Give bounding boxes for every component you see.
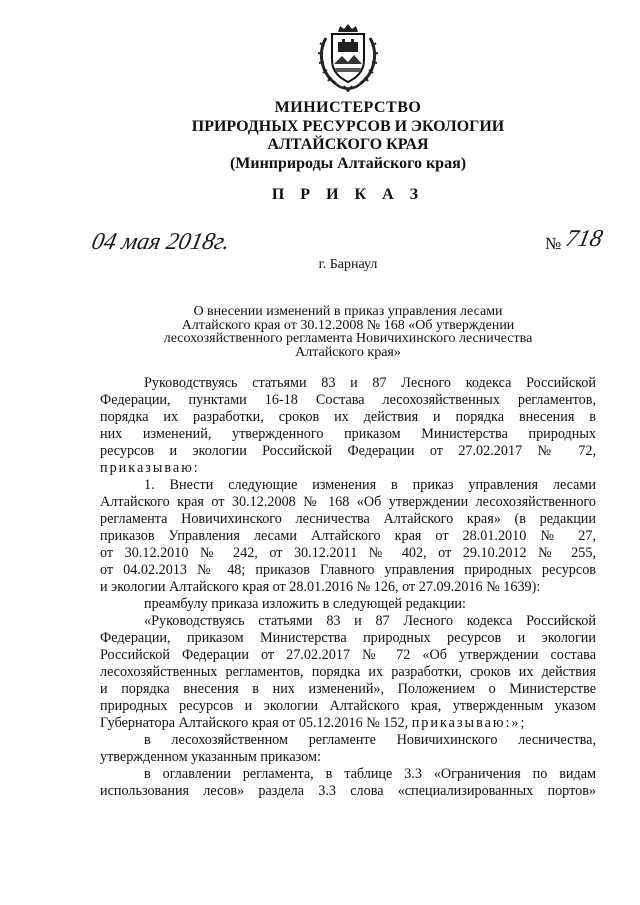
order-subject [150,305,546,359]
order-verb: приказываю: [100,460,200,476]
body-line: них изменений, утвержденного приказом Министерства природных [100,426,596,442]
body-line: Федерации, пунктами 16-18 Состава лесохозяйственных регламентов, [100,392,596,408]
body-line: 1. Внести следующие изменения в приказ управления лесами [144,477,596,493]
org-line-4: (Минприроды Алтайского края) [229,154,467,172]
body-line: и порядка внесения в них изменений», Положением о Министерстве [100,681,596,697]
body-line: природных ресурсов и экологии Алтайского края, утвержденным указом [100,698,596,714]
handwritten-date: 04 мая 2018г. [89,229,233,255]
subject-line: О внесении изменений в приказ управления лесами [193,304,503,319]
subject-line: Алтайского края от 30.12.2008 № 168 «Об утверждении [181,317,515,333]
org-line-1: МИНИСТЕРСТВО [274,99,422,116]
body-line: в оглавлении регламента, в таблице 3.3 «Ограничения по видам [144,766,596,782]
body-line: от 04.02.2013 № 48; приказов Главного управления природных ресурсов [100,562,596,578]
body-line: регламента Новичихинского лесничества Алтайского края» (в редакции [100,511,596,527]
body-line: преамбулу приказа изложить в следующей редакции: [144,596,466,612]
city-line: г. Барнаул [318,257,378,272]
body-line: лесохозяйственных регламентов, порядка их разработки, сроков их действия [100,664,596,680]
number-label: № [545,234,562,253]
org-line-3: АЛТАЙСКОГО КРАЯ [267,136,429,153]
body-line: от 30.12.2010 № 242, от 30.12.2011 № 402, от 29.10.2012 № 255, [100,545,596,561]
body-line: порядка их разработки, сроков их действия и порядка внесения в [100,409,596,425]
body-line-part: Губернатора Алтайского края от 05.12.2016 № 152, [100,715,412,731]
body-line: Российской Федерации от 27.02.2017 № 72 «Об утверждении состава [100,647,596,663]
body-line: использования лесов» раздела 3.3 слова «специализированных портов» [100,783,596,799]
subject-line: лесохозяйственного регламента Новичихинского лесничества [163,331,533,346]
body-line: ресурсов и экологии Российской Федерации от 27.02.2017 № 72, [100,443,596,459]
coat-of-arms-emblem [316,20,380,92]
handwritten-order-number: 718 [563,226,605,252]
organization-header [100,99,596,173]
order-body [100,375,596,800]
body-line: и экологии Алтайского края от 28.01.2016 № 126, от 27.09.2016 № 1639): [100,579,541,595]
order-verb: приказываю:»; [411,715,527,731]
subject-line: Алтайского края» [295,344,401,360]
body-line: Федерации, приказом Министерства природных ресурсов и экологии [100,630,596,646]
body-line: «Руководствуясь статьями 83 и 87 Лесного кодекса Российской [144,613,596,629]
body-line [100,715,596,732]
body-line: в лесохозяйственном регламенте Новичихинского лесничества, [144,732,596,748]
body-line: приказов Управления лесами Алтайского края от 28.01.2010 № 27, [100,528,596,544]
body-line: утвержденном указанным приказом: [100,749,321,765]
body-line: Алтайского края от 30.12.2008 № 168 «Об утверждении лесохозяйственного [100,494,596,510]
body-line: Руководствуясь статьями 83 и 87 Лесного кодекса Российской [144,375,596,391]
document-type-title: П Р И К А З [271,186,425,203]
org-line-2: ПРИРОДНЫХ РЕСУРСОВ И ЭКОЛОГИИ [191,117,505,135]
